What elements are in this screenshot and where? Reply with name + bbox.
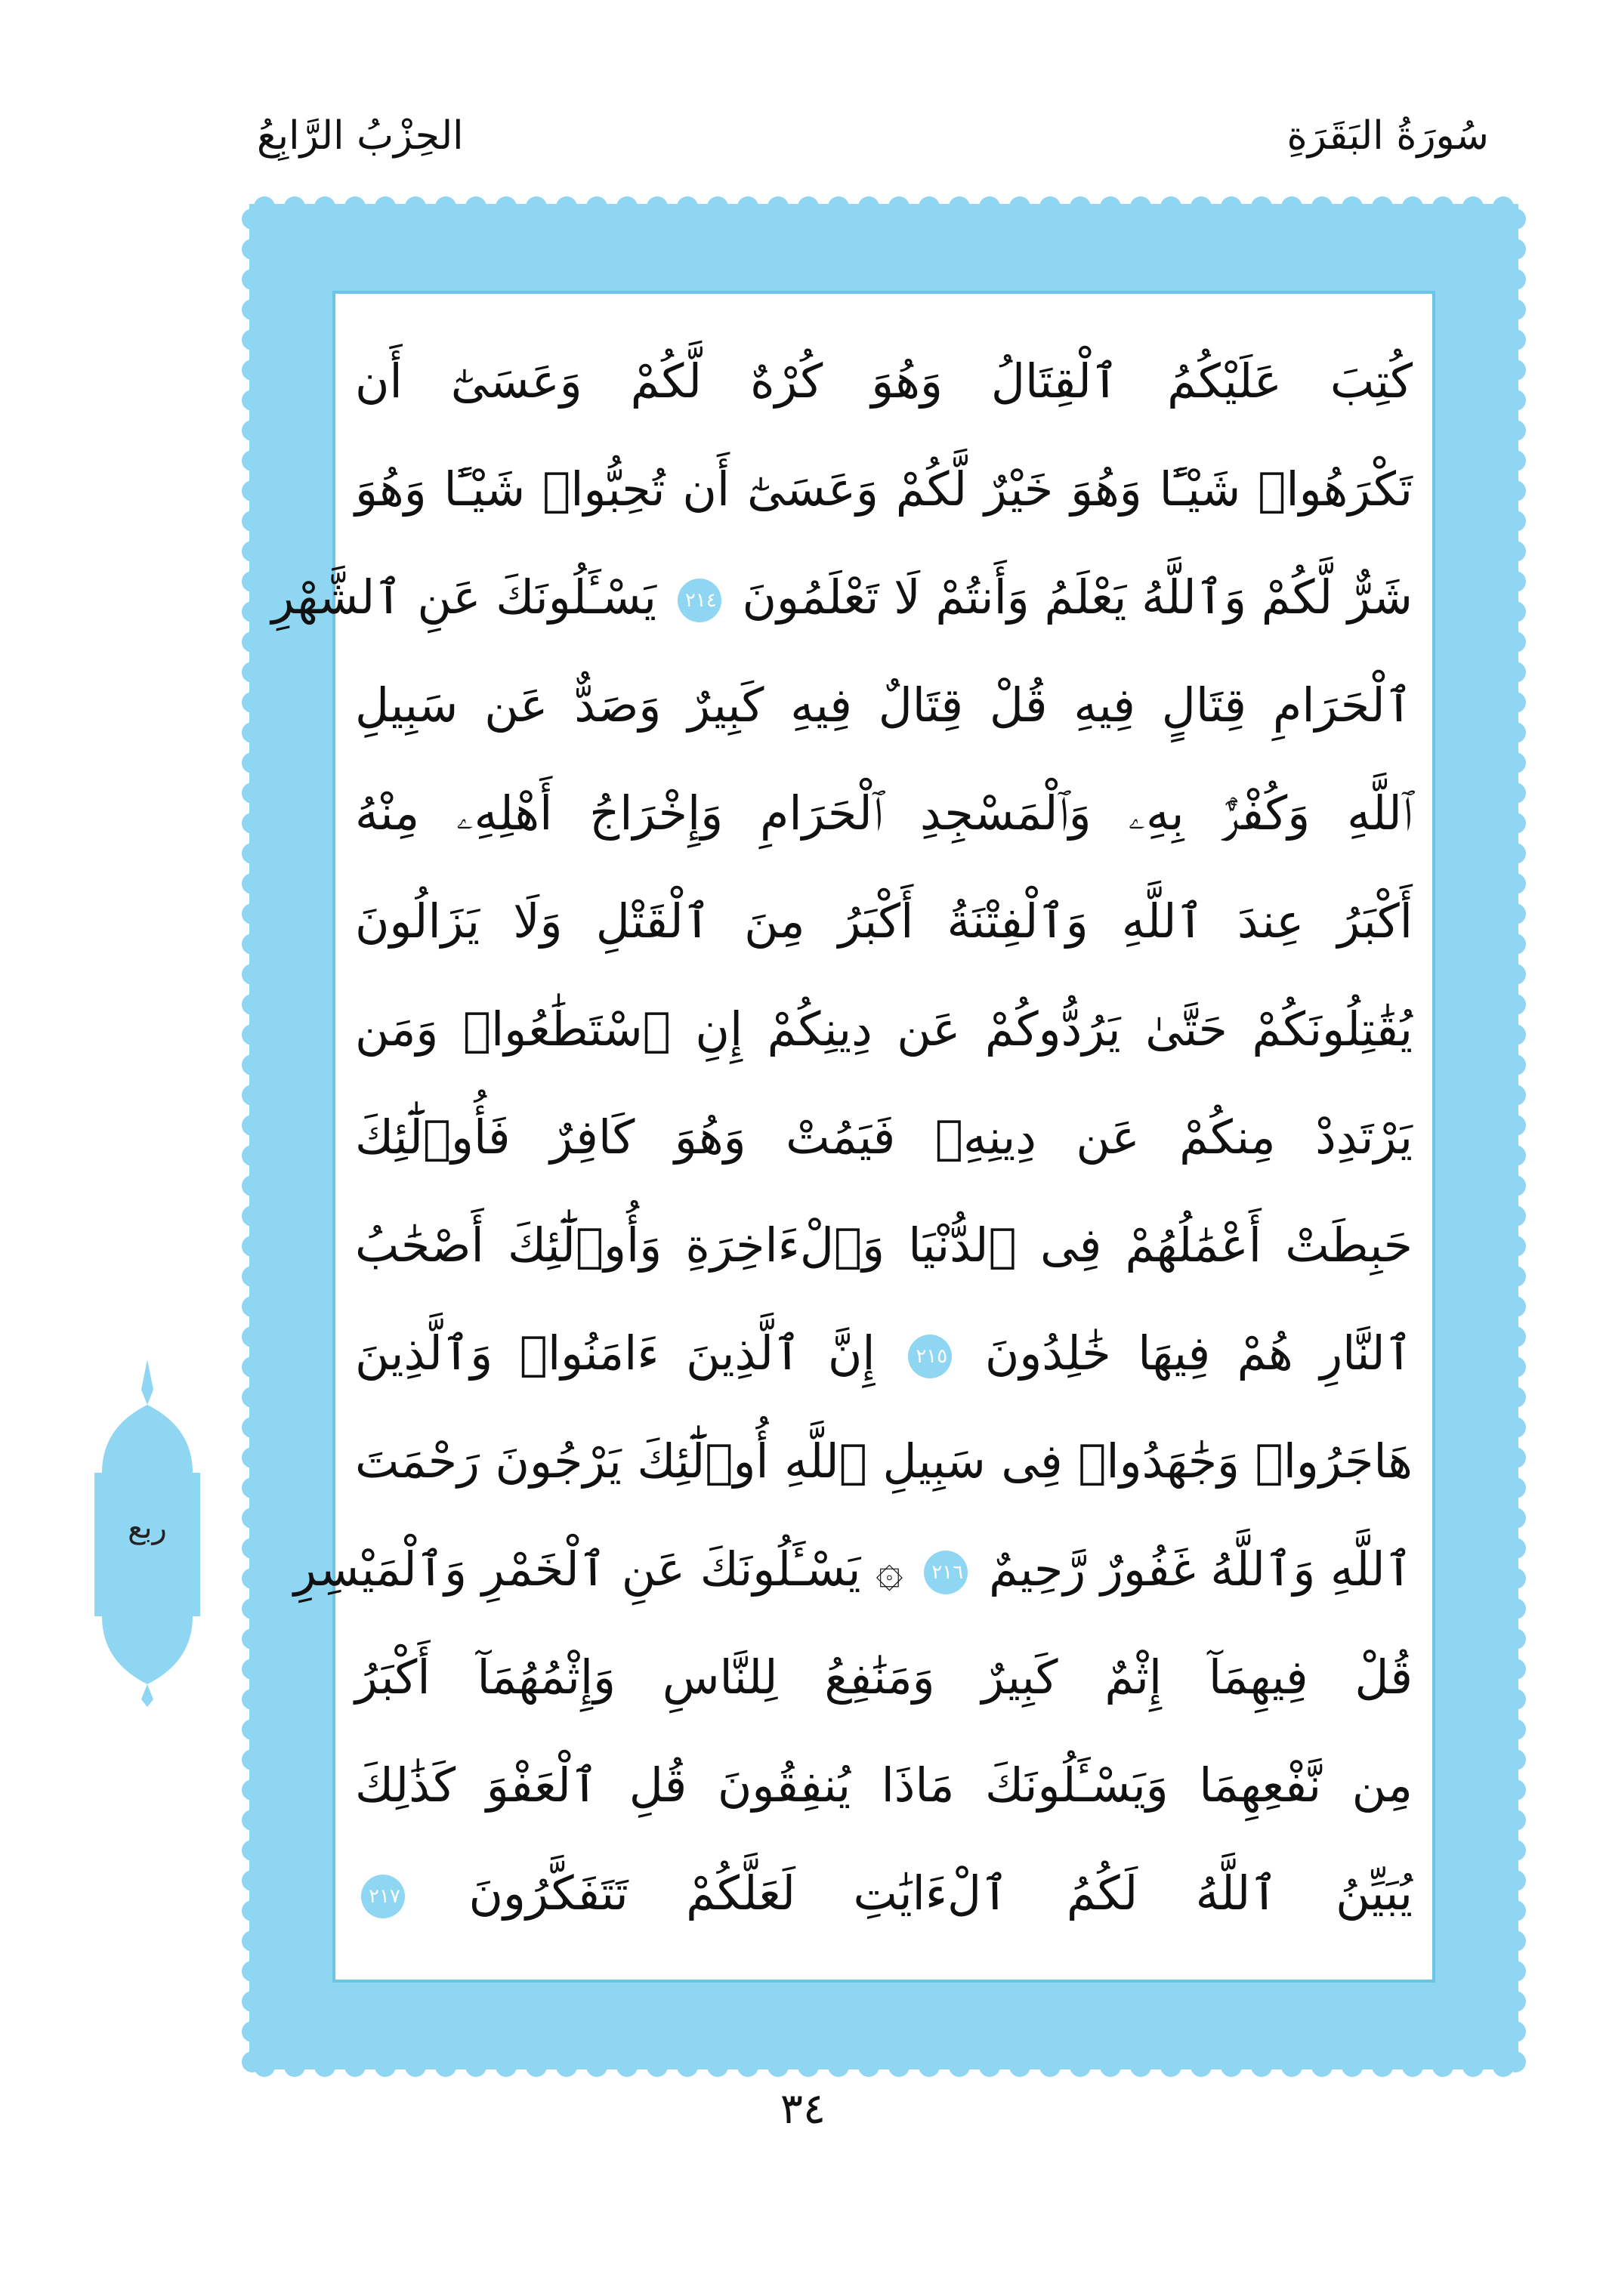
frame-scallop: [526, 2056, 547, 2077]
frame-scallop: [677, 2056, 698, 2077]
frame-scallop: [1505, 1236, 1526, 1257]
frame-scallop: [242, 1991, 263, 2012]
frame-scallop: [242, 2051, 263, 2072]
frame-scallop: [1505, 934, 1526, 955]
frame-scallop: [242, 1296, 263, 1317]
frame-scallop: [242, 2021, 263, 2042]
frame-scallop: [979, 196, 1000, 218]
frame-scallop: [405, 2056, 426, 2077]
frame-scallop: [242, 1236, 263, 1257]
frame-scallop: [242, 601, 263, 622]
frame-scallop: [1505, 843, 1526, 864]
frame-scallop: [1505, 1538, 1526, 1559]
hizb-title: الحِزْبُ الرَّابِعُ: [257, 113, 464, 159]
verse-line: حَبِطَتْ أَعْمَٰلُهُمْ فِى ٱلدُّنْيَا وَٱلْءَاخِرَةِ وَأُو۟لَٰٓئِكَ أَصْحَٰبُ: [355, 1217, 1413, 1273]
frame-scallop: [556, 196, 577, 218]
ayah-number-marker: ٢١٤: [678, 579, 721, 622]
frame-scallop: [242, 360, 263, 381]
frame-scallop: [1505, 1779, 1526, 1801]
frame-scallop: [242, 1054, 263, 1075]
frame-scallop: [1505, 541, 1526, 562]
frame-scallop: [1160, 196, 1181, 218]
frame-scallop: [1462, 2056, 1484, 2077]
frame-scallop: [435, 196, 456, 218]
frame-scallop: [1070, 2056, 1091, 2077]
frame-scallop: [1342, 2056, 1363, 2077]
frame-scallop: [1505, 1054, 1526, 1075]
frame-scallop: [949, 2056, 970, 2077]
frame-scallop: [1505, 1961, 1526, 1982]
frame-scallop: [919, 2056, 940, 2077]
frame-scallop: [242, 692, 263, 713]
frame-scallop: [1505, 420, 1526, 441]
frame-scallop: [465, 196, 486, 218]
frame-scallop: [1130, 2056, 1151, 2077]
frame-scallop: [465, 2056, 486, 2077]
frame-scallop: [1505, 782, 1526, 804]
frame-scallop: [375, 196, 396, 218]
frame-scallop: [496, 2056, 517, 2077]
frame-scallop: [767, 196, 789, 218]
frame-scallop: [1505, 480, 1526, 501]
verse-line: ٱلْحَرَامِ قِتَالٍ فِيهِ قُلْ قِتَالٌ فِيهِ كَبِيرٌ وَصَدٌّ عَن سَبِيلِ: [355, 677, 1413, 733]
frame-scallop: [1402, 2056, 1423, 2077]
frame-scallop: [1505, 1266, 1526, 1287]
frame-scallop: [1342, 196, 1363, 218]
frame-scallop: [1505, 1568, 1526, 1589]
verse-line: شَرٌّ لَّكُمْ وَٱللَّهُ يَعْلَمُ وَأَنتُمْ لَا تَعْلَمُونَ ٢١٤ يَسْـَٔلُونَكَ عَنِ ٱلشَّهْرِ: [271, 569, 1413, 625]
verse-line: كُتِبَ عَلَيْكُمُ ٱلْقِتَالُ وَهُوَ كُرْهٌ لَّكُمْ وَعَسَىٰٓ أَن: [355, 353, 1413, 409]
frame-scallop: [242, 631, 263, 653]
frame-scallop: [1505, 1719, 1526, 1740]
frame-scallop: [1505, 2021, 1526, 2042]
frame-scallop: [1505, 299, 1526, 320]
frame-scallop: [1281, 196, 1302, 218]
frame-scallop: [242, 1961, 263, 1982]
frame-scallop: [1130, 196, 1151, 218]
frame-scallop: [1100, 196, 1121, 218]
ayah-number-marker: ٢١٦: [924, 1551, 968, 1594]
frame-scallop: [242, 1175, 263, 1196]
frame-scallop: [242, 752, 263, 773]
verse-line: يَرْتَدِدْ مِنكُمْ عَن دِينِهِۦ فَيَمُتْ وَهُوَ كَافِرٌ فَأُو۟لَٰٓئِكَ: [355, 1109, 1413, 1165]
frame-scallop: [1505, 239, 1526, 260]
frame-scallop: [798, 196, 819, 218]
frame-scallop: [919, 196, 940, 218]
rub-label: ربع: [128, 1511, 167, 1545]
frame-scallop: [1505, 1115, 1526, 1136]
frame-scallop: [1505, 994, 1526, 1015]
frame-scallop: [1505, 1356, 1526, 1378]
frame-scallop: [242, 1447, 263, 1468]
frame-scallop: [1505, 1991, 1526, 2012]
verse-line: ٱلنَّارِ هُمْ فِيهَا خَٰلِدُونَ ٢١٥ إِنَّ ٱلَّذِينَ ءَامَنُوا۟ وَٱلَّذِينَ: [355, 1325, 1413, 1381]
frame-scallop: [242, 450, 263, 471]
frame-scallop: [1039, 196, 1061, 218]
frame-scallop: [242, 1870, 263, 1891]
frame-scallop: [284, 2056, 305, 2077]
verse-line: تَكْرَهُوا۟ شَيْـًٔا وَهُوَ خَيْرٌ لَّكُمْ وَعَسَىٰٓ أَن تُحِبُّوا۟ شَيْـًٔا وَهُوَ: [355, 461, 1413, 517]
frame-scallop: [1505, 662, 1526, 683]
verse-block: [271, 325, 1413, 1949]
frame-scallop: [1505, 692, 1526, 713]
frame-scallop: [828, 196, 849, 218]
frame-scallop: [737, 2056, 758, 2077]
frame-scallop: [375, 2056, 396, 2077]
page-number: ٣٤: [780, 2085, 826, 2134]
frame-scallop: [1505, 1508, 1526, 1529]
verse-line: أَكْبَرُ عِندَ ٱللَّهِ وَٱلْفِتْنَةُ أَكْبَرُ مِنَ ٱلْقَتْلِ وَلَا يَزَالُونَ: [355, 893, 1413, 949]
frame-scallop: [1070, 196, 1091, 218]
frame-scallop: [1505, 631, 1526, 653]
frame-scallop: [1505, 752, 1526, 773]
frame-scallop: [556, 2056, 577, 2077]
frame-scallop: [242, 299, 263, 320]
frame-scallop: [798, 2056, 819, 2077]
frame-scallop: [344, 2056, 366, 2077]
frame-scallop: [1009, 196, 1030, 218]
frame-scallop: [242, 420, 263, 441]
frame-scallop: [888, 196, 910, 218]
frame-scallop: [1505, 571, 1526, 592]
frame-scallop: [1505, 1145, 1526, 1166]
frame-scallop: [242, 964, 263, 985]
frame-scallop: [405, 196, 426, 218]
frame-scallop: [242, 480, 263, 501]
frame-scallop: [242, 541, 263, 562]
frame-scallop: [1505, 813, 1526, 834]
frame-scallop: [1505, 1870, 1526, 1891]
frame-scallop: [242, 239, 263, 260]
frame-scallop: [647, 2056, 668, 2077]
frame-scallop: [1505, 873, 1526, 894]
frame-scallop: [242, 269, 263, 290]
frame-scallop: [586, 2056, 607, 2077]
frame-scallop: [1039, 2056, 1061, 2077]
frame-scallop: [1505, 1930, 1526, 1952]
frame-scallop: [242, 1085, 263, 1106]
frame-scallop: [1372, 2056, 1393, 2077]
frame-scallop: [242, 1628, 263, 1649]
frame-scallop: [1505, 1085, 1526, 1106]
frame-scallop: [242, 1115, 263, 1136]
verse-line: قُلْ فِيهِمَآ إِثْمٌ كَبِيرٌ وَمَنَٰفِعُ لِلنَّاسِ وَإِثْمُهُمَآ أَكْبَرُ: [355, 1649, 1413, 1705]
frame-scallop: [242, 1840, 263, 1861]
surah-title: سُورَةُ البَقَرَةِ: [1286, 113, 1489, 159]
frame-scallop: [616, 2056, 638, 2077]
frame-scallop: [1505, 1175, 1526, 1196]
frame-scallop: [858, 196, 879, 218]
frame-scallop: [1311, 2056, 1333, 2077]
frame-scallop: [1009, 2056, 1030, 2077]
frame-scallop: [1505, 269, 1526, 290]
frame-scallop: [767, 2056, 789, 2077]
frame-scallop: [647, 196, 668, 218]
frame-scallop: [1505, 1749, 1526, 1770]
frame-scallop: [1191, 196, 1212, 218]
frame-scallop: [1505, 329, 1526, 350]
frame-scallop: [526, 196, 547, 218]
frame-scallop: [888, 2056, 910, 2077]
frame-scallop: [242, 511, 263, 532]
frame-scallop: [1432, 196, 1453, 218]
frame-scallop: [1432, 2056, 1453, 2077]
frame-scallop: [242, 1024, 263, 1045]
frame-scallop: [242, 1326, 263, 1347]
frame-scallop: [1505, 208, 1526, 230]
frame-scallop: [1505, 1810, 1526, 1831]
frame-scallop: [1505, 1447, 1526, 1468]
frame-scallop: [1505, 1598, 1526, 1619]
frame-scallop: [242, 994, 263, 1015]
frame-scallop: [1505, 903, 1526, 924]
frame-scallop: [242, 1810, 263, 1831]
frame-scallop: [707, 2056, 728, 2077]
frame-scallop: [949, 196, 970, 218]
frame-scallop: [242, 1900, 263, 1921]
frame-scallop: [242, 1598, 263, 1619]
frame-scallop: [242, 903, 263, 924]
frame-scallop: [314, 2056, 335, 2077]
frame-scallop: [1505, 1417, 1526, 1438]
frame-scallop: [1505, 511, 1526, 532]
frame-scallop: [1505, 1900, 1526, 1921]
frame-scallop: [435, 2056, 456, 2077]
frame-scallop: [1505, 1387, 1526, 1408]
frame-scallop: [677, 196, 698, 218]
frame-scallop: [242, 934, 263, 955]
frame-scallop: [1505, 1296, 1526, 1317]
frame-scallop: [242, 1387, 263, 1408]
frame-scallop: [344, 196, 366, 218]
verse-line: يُقَٰتِلُونَكُمْ حَتَّىٰ يَرُدُّوكُمْ عَن دِينِكُمْ إِنِ ٱسْتَطَٰعُوا۟ وَمَن: [355, 1001, 1413, 1057]
frame-scallop: [1505, 1477, 1526, 1498]
verse-line: هَاجَرُوا۟ وَجَٰهَدُوا۟ فِى سَبِيلِ ٱللَّهِ أُو۟لَٰٓئِكَ يَرْجُونَ رَحْمَتَ: [355, 1433, 1413, 1489]
frame-scallop: [242, 329, 263, 350]
frame-scallop: [242, 1568, 263, 1589]
frame-scallop: [1311, 196, 1333, 218]
frame-scallop: [242, 1508, 263, 1529]
frame-scallop: [858, 2056, 879, 2077]
frame-scallop: [1251, 2056, 1272, 2077]
frame-scallop: [828, 2056, 849, 2077]
verse-line: مِن نَّفْعِهِمَا وَيَسْـَٔلُونَكَ مَاذَا يُنفِقُونَ قُلِ ٱلْعَفْوَ كَذَٰلِكَ: [355, 1757, 1413, 1813]
frame-scallop: [242, 813, 263, 834]
frame-scallop: [242, 1930, 263, 1952]
frame-scallop: [242, 873, 263, 894]
frame-scallop: [496, 196, 517, 218]
frame-scallop: [1281, 2056, 1302, 2077]
frame-scallop: [1505, 1659, 1526, 1680]
frame-scallop: [242, 1417, 263, 1438]
frame-scallop: [586, 196, 607, 218]
verse-line: ٱللَّهِ وَكُفْرٌۢ بِهِۦ وَٱلْمَسْجِدِ ٱلْحَرَامِ وَإِخْرَاجُ أَهْلِهِۦ مِنْهُ: [355, 785, 1413, 841]
frame-scallop: [1505, 2051, 1526, 2072]
frame-scallop: [284, 196, 305, 218]
frame-scallop: [242, 1356, 263, 1378]
frame-scallop: [242, 1205, 263, 1227]
frame-scallop: [242, 571, 263, 592]
frame-scallop: [707, 196, 728, 218]
frame-scallop: [242, 1719, 263, 1740]
frame-scallop: [242, 843, 263, 864]
verse-line: ٱللَّهِ وَٱللَّهُ غَفُورٌ رَّحِيمٌ ٢١٦ ۞ يَسْـَٔلُونَكَ عَنِ ٱلْخَمْرِ وَٱلْمَيْسِرِ: [293, 1541, 1413, 1597]
frame-scallop: [979, 2056, 1000, 2077]
frame-scallop: [1505, 1689, 1526, 1710]
frame-scallop: [242, 1689, 263, 1710]
frame-scallop: [1505, 450, 1526, 471]
frame-scallop: [1372, 196, 1393, 218]
frame-scallop: [242, 722, 263, 743]
frame-scallop: [242, 390, 263, 411]
frame-scallop: [1462, 196, 1484, 218]
frame-scallop: [1251, 196, 1272, 218]
frame-scallop: [242, 1266, 263, 1287]
frame-scallop: [1100, 2056, 1121, 2077]
frame-scallop: [1505, 1326, 1526, 1347]
frame-scallop: [1505, 964, 1526, 985]
frame-scallop: [1505, 1024, 1526, 1045]
frame-scallop: [1505, 390, 1526, 411]
frame-scallop: [1505, 601, 1526, 622]
ayah-number-marker: ٢١٧: [361, 1875, 405, 1918]
frame-scallop: [1505, 722, 1526, 743]
frame-scallop: [1505, 1205, 1526, 1227]
frame-scallop: [1191, 2056, 1212, 2077]
frame-scallop: [1221, 196, 1242, 218]
frame-scallop: [242, 1538, 263, 1559]
frame-scallop: [737, 196, 758, 218]
frame-scallop: [242, 1779, 263, 1801]
frame-scallop: [242, 1659, 263, 1680]
frame-scallop: [242, 782, 263, 804]
verse-line: يُبَيِّنُ ٱللَّهُ لَكُمُ ٱلْءَايَٰتِ لَعَلَّكُمْ تَتَفَكَّرُونَ ٢١٧: [355, 1837, 1413, 1950]
frame-scallop: [1221, 2056, 1242, 2077]
frame-scallop: [1402, 196, 1423, 218]
frame-scallop: [314, 196, 335, 218]
frame-scallop: [242, 1477, 263, 1498]
frame-scallop: [1505, 360, 1526, 381]
frame-scallop: [1505, 1840, 1526, 1861]
frame-scallop: [1505, 1628, 1526, 1649]
frame-scallop: [242, 208, 263, 230]
frame-scallop: [1160, 2056, 1181, 2077]
frame-scallop: [242, 662, 263, 683]
ayah-number-marker: ٢١٥: [908, 1335, 952, 1378]
frame-scallop: [242, 1749, 263, 1770]
frame-scallop: [242, 1145, 263, 1166]
frame-scallop: [616, 196, 638, 218]
